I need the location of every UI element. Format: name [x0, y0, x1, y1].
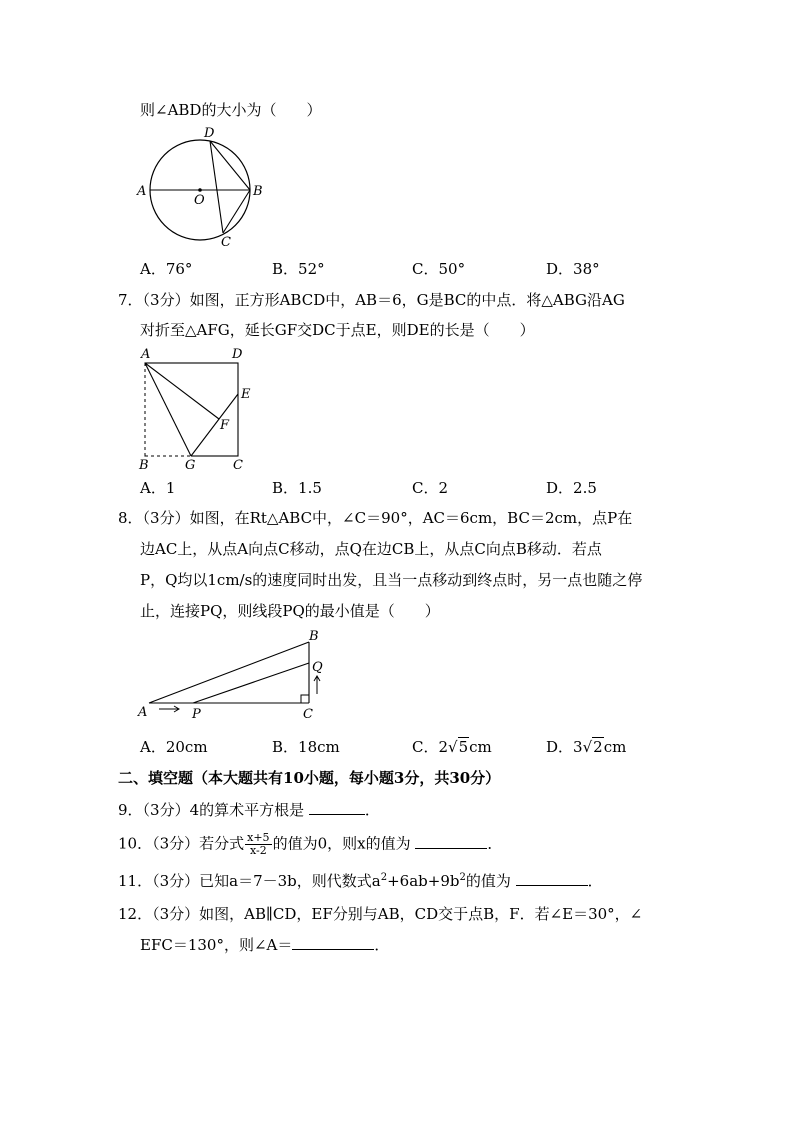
section-2-title: 二、填空题（本大题共有10小题，每小题3分，共30分） — [118, 769, 501, 787]
q6-label-a: A — [137, 184, 147, 199]
q8-label-p: P — [192, 707, 201, 722]
q7-label-a: A — [141, 347, 151, 362]
q9-text: 9．（3分）4的算术平方根是 — [118, 801, 305, 819]
q8-option-c: C．2√5cm — [412, 738, 492, 756]
q7-label-c: C — [233, 458, 243, 473]
q7-option-d: D．2.5 — [546, 479, 597, 497]
q8-label-b: B — [309, 629, 319, 644]
q7-label-e: E — [241, 387, 251, 402]
q12-line-2: EFC＝130°，则∠A＝ ． — [140, 936, 390, 954]
q8-label-q: Q — [312, 660, 323, 675]
q8-line-1: 8．（3分）如图，在Rt△ABC中，∠C＝90°，AC＝6cm，BC＝2cm，点P在 — [118, 509, 633, 527]
q6-label-c: C — [221, 235, 231, 250]
q11-answer-blank[interactable] — [516, 871, 588, 886]
q7-label-d: D — [232, 347, 243, 362]
q7-option-c: C．2 — [412, 479, 449, 497]
q6-stem-end: 则∠ABD的大小为（ ） — [140, 101, 322, 119]
q7-option-a: A．1 — [140, 479, 176, 497]
q8-line-2: 边AC上，从点A向点C移动，点Q在边CB上，从点C向点B移动．若点 — [140, 540, 602, 558]
q7-figure — [133, 343, 263, 473]
q8-figure — [135, 628, 335, 723]
q10-pre: 10．（3分）若分式 — [118, 834, 245, 853]
q7-label-f: F — [220, 418, 230, 433]
q9: 9．（3分）4的算术平方根是 ． — [118, 801, 380, 819]
q8-option-b: B．18cm — [272, 738, 340, 756]
q10: 10．（3分）若分式 $\frac{x+5}{x-2}$ 的值为0，则x的值为 ． — [118, 831, 503, 857]
q7-option-b: B．1.5 — [272, 479, 322, 497]
q7-line-1: 7．（3分）如图，正方形ABCD中，AB＝6，G是BC的中点．将△ABG沿AG — [118, 291, 625, 309]
q10-post: 的值为0，则x的值为 — [272, 834, 411, 853]
q8-label-c: C — [303, 707, 313, 722]
q6-figure — [130, 122, 280, 252]
q6-label-b: B — [253, 184, 263, 199]
q6-option-d: D．38° — [546, 260, 600, 278]
q12-line-1: 12．（3分）如图，AB∥CD，EF分别与AB，CD交于点B，F．若∠E＝30°，∠ — [118, 905, 643, 923]
q10-fraction: $\frac{x+5}{x-2}$ — [247, 831, 270, 857]
q7-line-2: 对折至△AFG，延长GF交DC于点E，则DE的长是（ ） — [140, 321, 535, 339]
q6-option-a: A．76° — [140, 260, 193, 278]
q11: 11．（3分）已知a＝7－3b，则代数式$a^2+6ab+9b^2$的值为 ． — [118, 872, 603, 890]
q6-label-o: O — [194, 193, 205, 208]
q6-option-c: C．50° — [412, 260, 466, 278]
q8-line-3: P，Q均以1cm/s的速度同时出发，且当一点移动到终点时，另一点也随之停 — [140, 571, 643, 589]
q6-option-b: B．52° — [272, 260, 325, 278]
q8-line-4: 止，连接PQ，则线段PQ的最小值是（ ） — [140, 602, 440, 620]
q7-label-b: B — [139, 458, 149, 473]
q8-option-c-radicand: 5 — [458, 738, 469, 756]
q6-label-d: D — [204, 126, 215, 141]
q8-option-a: A．20cm — [140, 738, 208, 756]
q12-answer-blank[interactable] — [292, 935, 374, 950]
q7-label-g: G — [185, 458, 196, 473]
q8-option-d: D．3√2cm — [546, 738, 627, 756]
q8-option-d-radicand: 2 — [593, 738, 603, 756]
q9-answer-blank[interactable] — [309, 800, 365, 815]
q8-label-a: A — [138, 705, 148, 720]
q10-answer-blank[interactable] — [415, 834, 487, 849]
